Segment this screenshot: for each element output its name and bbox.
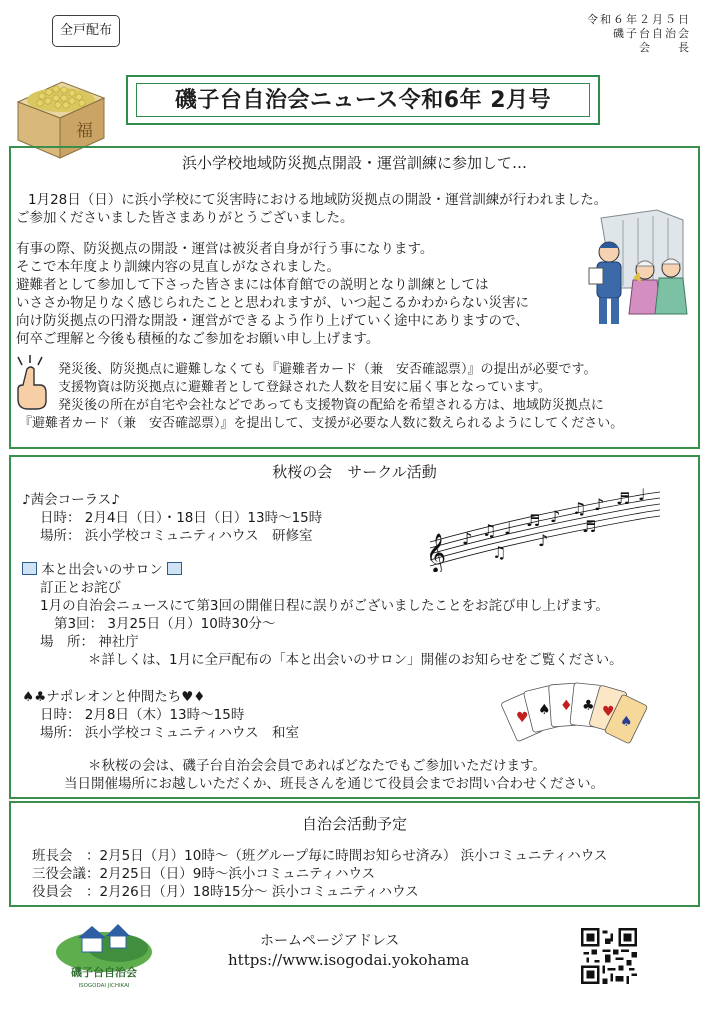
svg-text:♬: ♬ [616, 489, 631, 508]
section3-heading: 自治会活動予定 [301, 815, 407, 833]
issue-role: 会 長 [639, 41, 691, 54]
homepage-url[interactable]: https://www.isogodai.yokohama [228, 951, 470, 969]
text-line: 何卒ご理解と今後も積極的なご参加をお願い申し上げます。 [16, 331, 380, 347]
correction-title: 訂正とお詫び [40, 580, 121, 596]
book-salon-place: 場 所： 神社庁 [40, 634, 139, 650]
issue-date: 令和６年２月５日 [587, 13, 691, 26]
svg-text:♠: ♠ [538, 702, 551, 718]
section1-heading: 浜小学校地域防災拠点開設・運営訓練に参加して… [181, 154, 527, 172]
evacuation-illustration [583, 208, 691, 332]
svg-text:♪: ♪ [550, 507, 561, 526]
napoleon-name: ♠♣ナポレオンと仲間たち♥♦ [22, 689, 206, 705]
svg-text:ISOGODAI JICHIKAI: ISOGODAI JICHIKAI [78, 983, 130, 989]
newsletter-title-frame [126, 75, 600, 125]
qr-code-icon[interactable] [581, 928, 637, 984]
svg-text:♥: ♥ [516, 710, 529, 726]
book-icon [167, 562, 182, 575]
book-salon-circle [22, 561, 623, 669]
napoleon-date: 日時： 2月8日（木）13時～15時 [40, 707, 245, 723]
napoleon-place: 場所： 浜小学校コミュニティハウス 和室 [40, 725, 300, 741]
svg-text:♥: ♥ [602, 704, 615, 720]
svg-text:♫: ♫ [482, 521, 497, 540]
text-line: いささか物足りなく感じられたことと思われますが、いつ起こるかわからない災害に [16, 295, 529, 311]
schedule-list [32, 847, 607, 901]
svg-text:♪: ♪ [462, 529, 473, 548]
text-line: 発災後、防災拠点に避難しなくても『避難者カード（兼 安否確認票）』の提出が必要です。 [58, 362, 597, 377]
correction-text: 1月の自治会ニュースにて第3回の開催日程に誤りがございましたことをお詫び申し上げます。 [40, 598, 609, 614]
text-line: そこで本年度より訓練内容の見直しがなされました。 [16, 259, 340, 275]
svg-text:♣: ♣ [582, 698, 595, 714]
evacuee-notes [58, 361, 604, 415]
book-salon-name: 本と出会いのサロン [41, 562, 163, 578]
schedule-row: 班長会 ：2月5日（月）10時～（班グループ毎に時間お知らせ済み） 浜小コミュニティハウス [32, 848, 608, 864]
svg-text:♦: ♦ [560, 698, 573, 714]
book-salon-note: ＊詳しくは、1月に全戸配布の「本と出会いのサロン」開催のお知らせをご覧ください。 [88, 652, 623, 668]
svg-text:♩: ♩ [504, 519, 512, 538]
chorus-place: 場所： 浜小学校コミュニティハウス 研修室 [40, 528, 313, 544]
svg-text:福: 福 [76, 121, 93, 141]
text-line: 支援物資は防災拠点に避難者として登録された人数を目安に届く事となっています。 [58, 380, 551, 395]
newsletter-title: 磯子台自治会ニュース令和6年 2月号 [136, 83, 590, 117]
evacuee-notes-last: 『避難者カード（兼 安否確認票）』を提出して、支援が必要な人数に数えられるようにしてください。 [19, 416, 624, 431]
book-icon [22, 562, 37, 575]
issue-org: 磯子台自治会 [613, 27, 691, 40]
section2-heading: 秋桜の会 サークル活動 [272, 463, 437, 481]
svg-text:♫: ♫ [492, 543, 507, 562]
svg-text:♪: ♪ [538, 531, 549, 550]
napoleon-circle [22, 688, 299, 742]
text-line: 発災後の所在が自宅や会社などであっても支援物資の配給を希望される方は、地域防災拠点に [58, 398, 604, 413]
book-salon-date: 第3回： 3月25日（月）10時30分～ [54, 616, 276, 632]
schedule-row: 三役会議：2月25日（日）9時～浜小コミュニティハウス [32, 866, 376, 882]
pointing-hand-icon [12, 355, 48, 411]
issue-info [587, 13, 691, 55]
closing-line-1: ＊秋桜の会は、磯子台自治会会員であればどなたでもご参加いただけます。 [88, 758, 546, 774]
chorus-circle [22, 491, 322, 545]
chorus-date: 日時： 2月4日（日）・18日（日）13時～15時 [40, 510, 323, 526]
section1-para2 [16, 240, 529, 348]
chorus-name: ♪茜会コーラス♪ [22, 492, 120, 508]
text-line: 有事の際、防災拠点の開設・運営は被災者自身が行う事になります。 [16, 241, 434, 257]
association-logo [52, 916, 156, 990]
svg-text:♫: ♫ [572, 499, 587, 518]
music-notes-illustration [422, 488, 662, 572]
svg-text:♬: ♬ [526, 511, 541, 530]
distribution-badge: 全戸配布 [52, 15, 120, 47]
svg-text:♪: ♪ [594, 495, 605, 514]
svg-text:♬: ♬ [582, 517, 597, 536]
svg-text:♠: ♠ [620, 714, 633, 730]
homepage-label: ホームページアドレス [260, 933, 400, 949]
text-line: 向け防災拠点の円滑な開設・運営ができるよう作り上げていく途中にありますので、 [16, 313, 529, 329]
text-line: ご参加くださいました皆さまありがとうございました。 [16, 210, 354, 226]
svg-text:𝄞: 𝄞 [426, 533, 447, 572]
svg-text:磯子台自治会: 磯子台自治会 [71, 966, 137, 979]
playing-cards-illustration [500, 676, 650, 752]
text-line: 1月28日（日）に浜小学校にて災害時における地域防災拠点の開設・運営訓練が行われました。 [28, 192, 608, 208]
section1-para1 [16, 191, 608, 227]
closing-line-2: 当日開催場所にお越しいただくか、班長さんを通じて役員会までお問い合わせください。 [64, 776, 604, 792]
text-line: 避難者として参加して下さった皆さまには体育館での説明となり訓練としては [16, 277, 489, 293]
book-salon-name-row [22, 561, 623, 579]
svg-text:♩: ♩ [638, 488, 646, 504]
schedule-row: 役員会 ：2月26日（月）18時15分～ 浜小コミュニティハウス [32, 884, 419, 900]
